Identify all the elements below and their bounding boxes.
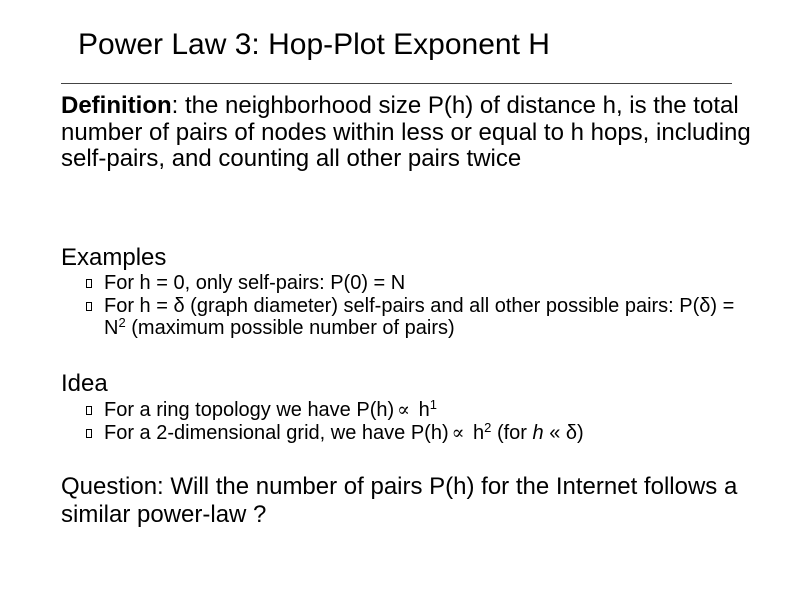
example-2-text-b: (maximum possible number of pairs) — [125, 317, 455, 339]
examples-list — [61, 272, 741, 340]
idea-2-italic: h — [532, 421, 544, 444]
list-item — [61, 272, 741, 295]
idea-2-superscript: 2 — [484, 419, 492, 435]
proportional-symbol: ∝ — [397, 399, 411, 421]
idea-2-text-c: (for — [491, 421, 533, 444]
list-item — [61, 399, 761, 422]
idea-list — [61, 399, 761, 444]
bullet-icon — [86, 279, 92, 288]
idea-2-text-a: For a 2-dimensional grid, we have P(h) — [104, 421, 449, 444]
example-2-text-a: For h = δ (graph diameter) self-pairs and all other possible pairs: P(δ) = N — [104, 294, 735, 339]
list-item — [61, 419, 761, 445]
idea-1-superscript: 1 — [429, 397, 437, 412]
idea-2-text-b: h — [467, 421, 485, 444]
list-item — [61, 295, 741, 340]
example-1-text: For h = 0, only self-pairs: P(0) = N — [104, 272, 406, 294]
title-divider — [61, 83, 732, 84]
idea-1-text-a: For a ring topology we have P(h) — [104, 399, 395, 421]
example-2-superscript: 2 — [118, 315, 126, 330]
idea-heading: Idea — [61, 370, 108, 397]
idea-1-text-b: h — [413, 399, 430, 421]
bullet-icon — [86, 302, 92, 311]
definition-paragraph — [61, 93, 751, 173]
idea-2-text-d: « δ) — [543, 421, 584, 444]
definition-text: : the neighborhood size P(h) of distance h, is the total number of pairs of nodes within less or equal to h hops, including self-pairs, and counting all other pairs twice — [61, 92, 751, 172]
question-paragraph: Question: Will the number of pairs P(h) for the Internet follows a similar power-law ? — [61, 473, 738, 528]
slide-title: Power Law 3: Hop-Plot Exponent H — [78, 28, 550, 61]
bullet-icon — [86, 406, 92, 415]
bullet-icon — [86, 429, 92, 438]
proportional-symbol: ∝ — [451, 421, 465, 444]
definition-label: Definition — [61, 92, 172, 119]
examples-heading: Examples — [61, 244, 167, 271]
